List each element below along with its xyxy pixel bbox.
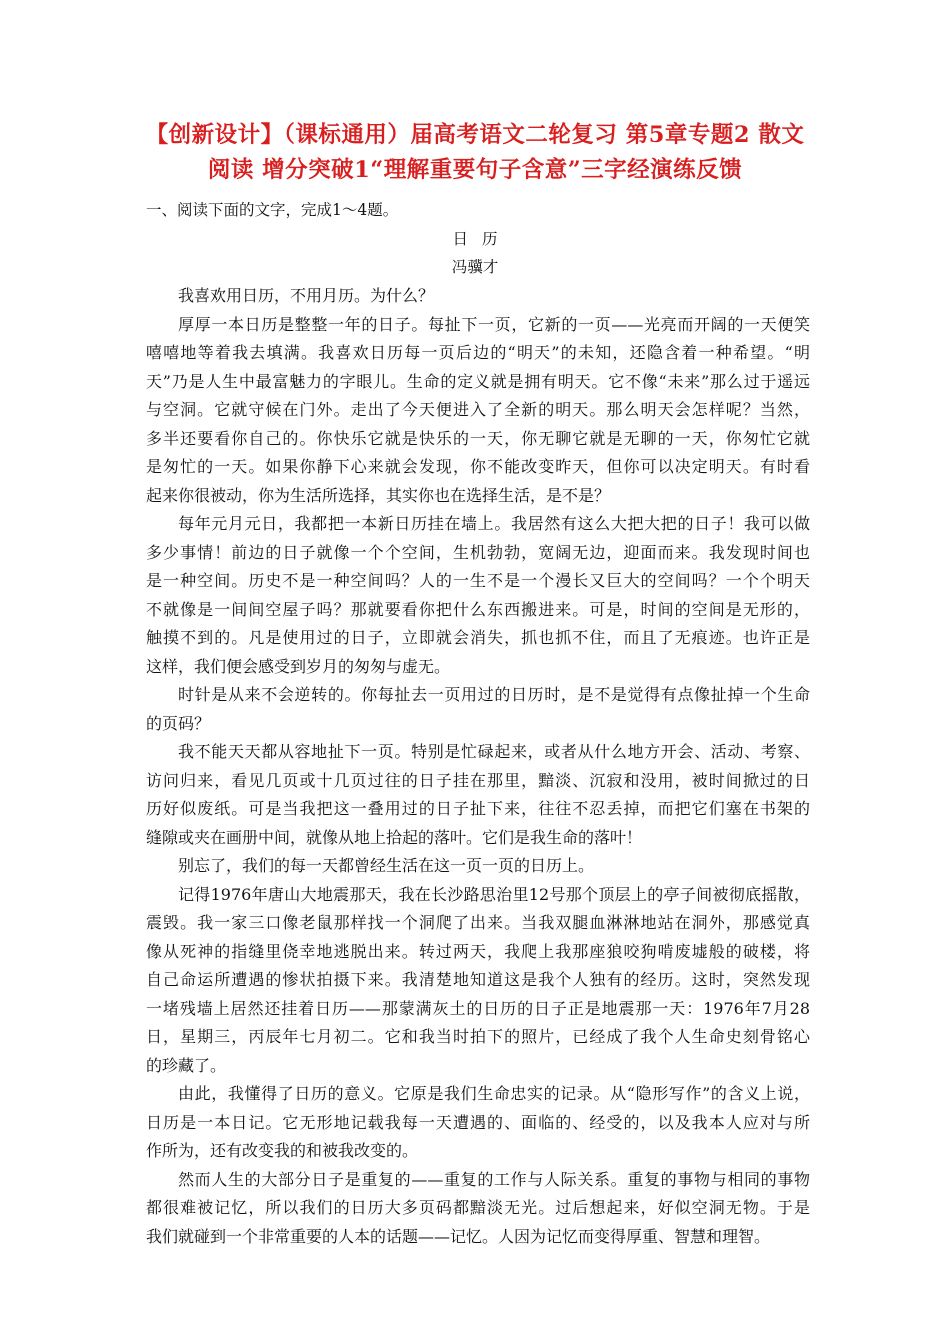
paragraph-line: 时针是从来不会逆转的。你每扯去一页用过的日历时，是不是觉得有点像扯掉一个生命	[178, 685, 810, 704]
paragraph-line: 这样，我们便会感受到岁月的匆匆与虚无。	[146, 656, 451, 676]
paragraph-line: 我们就碰到一个非常重要的人本的话题——记忆。人因为记忆而变得厚重、智慧和理智。	[146, 1226, 771, 1246]
paragraph-line: 然而人生的大部分日子是重复的——重复的工作与人际关系。重复的事物与相同的事物	[178, 1169, 810, 1189]
essay-body	[146, 282, 810, 1251]
essay-author: 冯骥才	[451, 258, 499, 276]
paragraph-line: 的页码？	[146, 713, 211, 733]
paragraph-line: 由此，我懂得了日历的意义。它原是我们生命忠实的记录。从“隐形写作”的含义上说，	[178, 1084, 810, 1103]
paragraph-line: 我不能天天都从容地扯下一页。特别是忙碌起来，或者从什么地方开会、活动、考察、	[178, 742, 810, 761]
paragraph-line: 每年元月元日，我都把一本新日历挂在墙上。我居然有这么大把大把的日子！我可以做	[178, 514, 810, 533]
essay-paragraph	[146, 852, 810, 881]
paragraph-line: 不就像是一间间空屋子吗？那就要看你把什么东西搬进来。可是，时间的空间是无形的，	[146, 599, 810, 619]
essay-paragraph	[146, 510, 810, 681]
paragraph-line: 起来你很被动，你为生活所选择，其实你也在选择生活，是不是？	[146, 485, 611, 505]
paragraph-line: 嘻嘻地等着我去填满。我喜欢日历每一页后边的“明天”的未知，还隐含着一种希望。“明	[146, 343, 810, 362]
essay-paragraph	[146, 282, 810, 311]
paragraph-line: 的珍藏了。	[146, 1055, 227, 1075]
document-title	[120, 118, 830, 188]
paragraph-line: 访问归来，看见几页或十几页过往的日子挂在那里，黯淡、沉寂和没用，被时间掀过的日	[146, 770, 810, 790]
paragraph-line: 日历是一本日记。它无形地记载我每一天遭遇的、面临的、经受的，以及我本人应对与所	[146, 1112, 810, 1132]
paragraph-line: 历好似废纸。可是当我把这一叠用过的日子扯下来，往往不忍丢掉，而把它们塞在书架的	[146, 799, 810, 818]
essay-paragraph	[146, 1080, 810, 1166]
essay-paragraph	[146, 681, 810, 738]
paragraph-line: 多半还要看你自己的。你快乐它就是快乐的一天，你无聊它就是无聊的一天，你匆忙它就	[146, 428, 810, 448]
paragraph-line: 作所为，还有改变我的和被我改变的。	[146, 1141, 419, 1160]
paragraph-line: 一堵残墙上居然还挂着日历——那蒙满灰土的日历的日子正是地震那一天：1976年7月28	[146, 998, 810, 1018]
paragraph-line: 我喜欢用日历，不用月历。为什么？	[178, 286, 435, 305]
paragraph-line: 日，星期三，丙辰年七月初二。它和我当时拍下的照片，已经成了我个人生命史刻骨铭心	[146, 1027, 810, 1046]
essay-paragraph	[146, 311, 810, 511]
paragraph-line: 触摸不到的。凡是使用过的日子，立即就会消失，抓也抓不住，而且了无痕迹。也许正是	[146, 628, 810, 647]
paragraph-line: 记得1976年唐山大地震那天，我在长沙路思治里12号那个顶层上的亭子间被彻底摇散，	[178, 884, 810, 904]
paragraph-line: 震毁。我一家三口像老鼠那样找一个洞爬了出来。当我双腿血淋淋地站在洞外，那感觉真	[146, 913, 810, 932]
paragraph-line: 多少事情！前边的日子就像一个个空间，生机勃勃，宽阔无边，迎面而来。我发现时间也	[146, 542, 810, 562]
paragraph-line: 天”乃是人生中最富魅力的字眼儿。生命的定义就是拥有明天。它不像“未来”那么过于遥远	[146, 371, 810, 391]
question-instruction: 一、阅读下面的文字，完成1～4题。	[146, 201, 399, 219]
title-line-1: 【创新设计】（课标通用）届高考语文二轮复习 第5章专题2 散文	[145, 122, 805, 148]
paragraph-line: 是一种空间。历史不是一种空间吗？人的一生不是一个漫长又巨大的空间吗？一个个明天	[146, 571, 810, 590]
paragraph-line: 自己命运所遭遇的惨状拍摄下来。我清楚地知道这是我个人独有的经历。这时，突然发现	[146, 970, 810, 989]
essay-paragraph	[146, 738, 810, 852]
essay-title: 日历	[452, 230, 512, 248]
paragraph-line: 缝隙或夹在画册中间，就像从地上拾起的落叶。它们是我生命的落叶！	[146, 827, 643, 847]
essay-paragraph	[146, 1166, 810, 1252]
paragraph-line: 是匆忙的一天。如果你静下心来就会发现，你不能改变昨天，但你可以决定明天。有时看	[146, 457, 810, 476]
paragraph-line: 别忘了，我们的每一天都曾经生活在这一页一页的日历上。	[178, 856, 595, 875]
paragraph-line: 与空洞。它就守候在门外。走出了今天便进入了全新的明天。那么明天会怎样呢？当然，	[146, 400, 810, 419]
paragraph-line: 像从死神的指缝里侥幸地逃脱出来。转过两天，我爬上我那座狼咬狗啃废墟般的破楼，将	[146, 941, 810, 961]
paragraph-line: 厚厚一本日历是整整一年的日子。每扯下一页，它新的一页——光亮而开阔的一天便笑	[178, 314, 810, 334]
essay-paragraph	[146, 881, 810, 1081]
title-line-2: 阅读 增分突破1“理解重要句子含意”三字经演练反馈	[207, 157, 743, 183]
paragraph-line: 都很难被记忆，所以我们的日历大多页码都黯淡无光。过后想起来，好似空洞无物。于是	[146, 1198, 810, 1217]
